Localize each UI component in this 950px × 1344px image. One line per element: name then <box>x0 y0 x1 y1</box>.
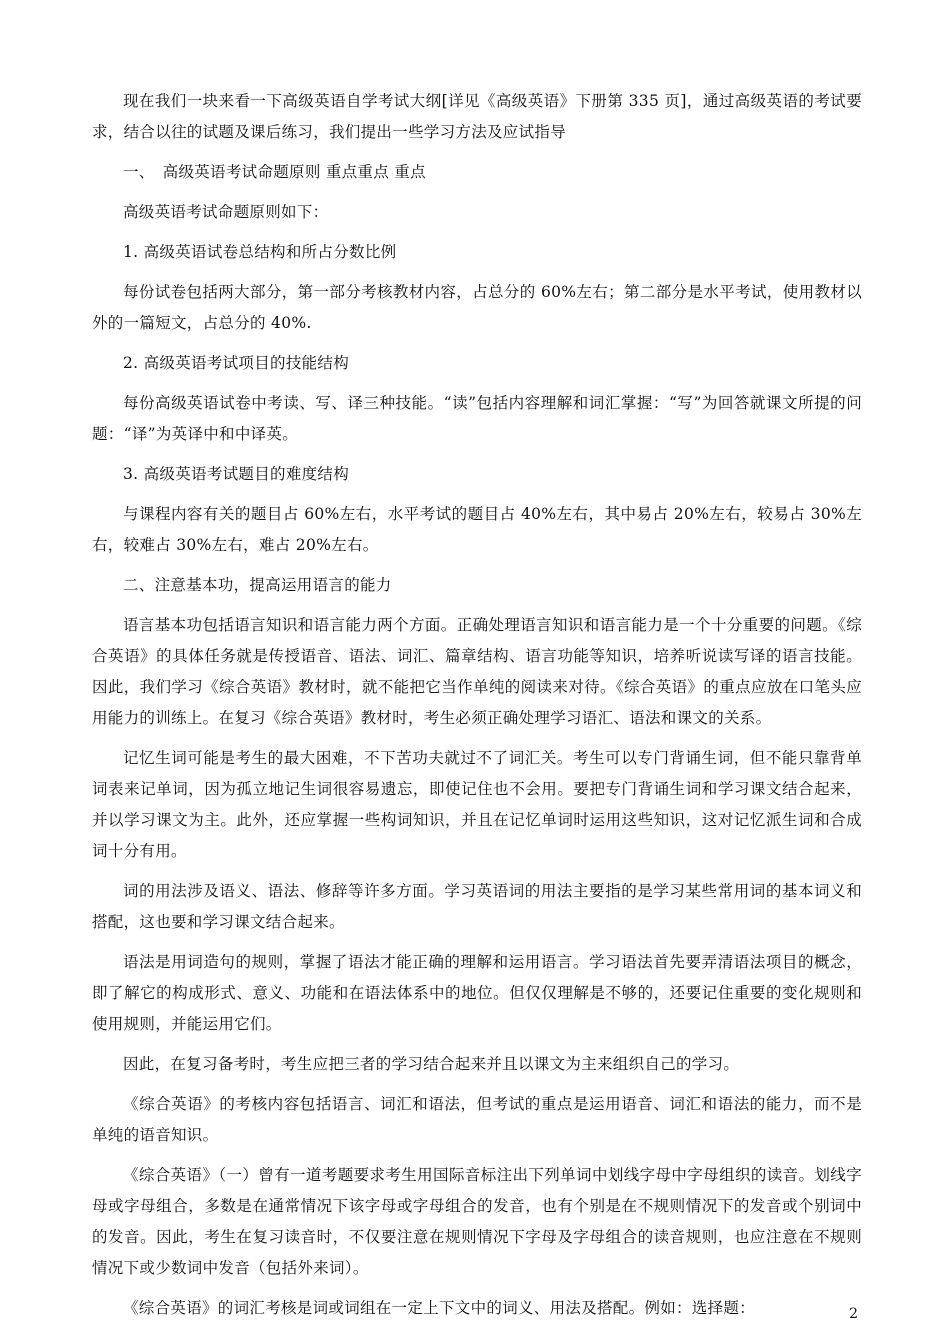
paragraph: 《综合英语》的考核内容包括语言、词汇和语法，但考试的重点是运用语音、词汇和语法的能力，而不是单纯的语音知识。 <box>92 1095 862 1144</box>
intro-paragraph: 现在我们一块来看一下高级英语自学考试大纲[详见《高级英语》下册第 335 页]，通过高级英语的考试要求，结合以往的试题及课后练习，我们提出一些学习方法及应试指导 <box>92 92 862 141</box>
paragraph: 《综合英语》的词汇考核是词或词组在一定上下文中的词义、用法及搭配。例如：选择题： <box>123 1299 756 1317</box>
paragraph: 语言基本功包括语言知识和语言能力两个方面。正确处理语言知识和语言能力是一个十分重要的问题。《综合英语》的具体任务就是传授语音、语法、词汇、篇章结构、语言功能等知识，培养听说读写译的语言技能。因此，我们学习《综合英语》教材时，就不能把它当作单纯的阅读来对待。《综合英语》的重点应放在口笔头应用能力的训练上。在复习《综合英语》教材时，考生必须正确处理学习语汇、语法和课文的关系。 <box>92 616 862 727</box>
subheading-3: 3. 高级英语考试题目的难度结构 <box>123 465 350 483</box>
paragraph: 《综合英语》（一）曾有一道考题要求考生用国际音标注出下列单词中划线字母中字母组织的读音。划线字母或字母组合，多数是在通常情况下该字母或字母组合的发音，也有个别是在不规则情况下的发音或个别词中的发音。因此，考生在复习读音时，不仅要注意在规则情况下字母及字母组合的读音规则，也应注意在不规则情况下或少数词中发音（包括外来词）。 <box>92 1166 862 1277</box>
subheading-2: 2. 高级英语考试项目的技能结构 <box>123 354 350 372</box>
paragraph: 记忆生词可能是考生的最大困难，不下苦功夫就过不了词汇关。考生可以专门背诵生词，但不能只靠背单词表来记单词，因为孤立地记生词很容易遗忘，即使记住也不会用。要把专门背诵生词和学习课文结合起来，并以学习课文为主。此外，还应掌握一些构词知识，并且在记忆单词时运用这些知识，这对记忆派生词和合成词十分有用。 <box>92 749 862 860</box>
paragraph: 与课程内容有关的题目占 60%左右，水平考试的题目占 40%左右，其中易占 20%左右，较易占 30%左右，较难占 30%左右，难占 20%左右。 <box>92 505 862 554</box>
paragraph: 语法是用词造句的规则，掌握了语法才能正确的理解和运用语言。学习语法首先要弄清语法项目的概念，即了解它的构成形式、意义、功能和在语法体系中的地位。但仅仅理解是不够的，还要记住重要的变化规则和使用规则，并能运用它们。 <box>92 953 862 1033</box>
paragraph: 每份高级英语试卷中考读、写、译三种技能。“读”包括内容理解和词汇掌握：“写”为回答就课文所提的问题：“译”为英译中和中译英。 <box>92 394 862 443</box>
document-body <box>92 86 862 1324</box>
page-number: 2 <box>849 1306 858 1322</box>
paragraph: 每份试卷包括两大部分，第一部分考核教材内容，占总分的 60%左右；第二部分是水平考试，使用教材以外的一篇短文，占总分的 40%. <box>92 283 862 332</box>
paragraph: 高级英语考试命题原则如下： <box>123 203 329 221</box>
paragraph: 因此，在复习备考时，考生应把三者的学习结合起来并且以课文为主来组织自己的学习。 <box>123 1055 740 1073</box>
subheading-1: 1. 高级英语试卷总结构和所占分数比例 <box>123 243 397 261</box>
paragraph: 词的用法涉及语义、语法、修辞等许多方面。学习英语词的用法主要指的是学习某些常用词的基本词义和搭配，这也要和学习课文结合起来。 <box>92 882 862 931</box>
section-heading-2: 二、注意基本功，提高运用语言的能力 <box>123 576 392 594</box>
section-heading-1: 一、 高级英语考试命题原则 重点重点 重点 <box>123 163 426 181</box>
